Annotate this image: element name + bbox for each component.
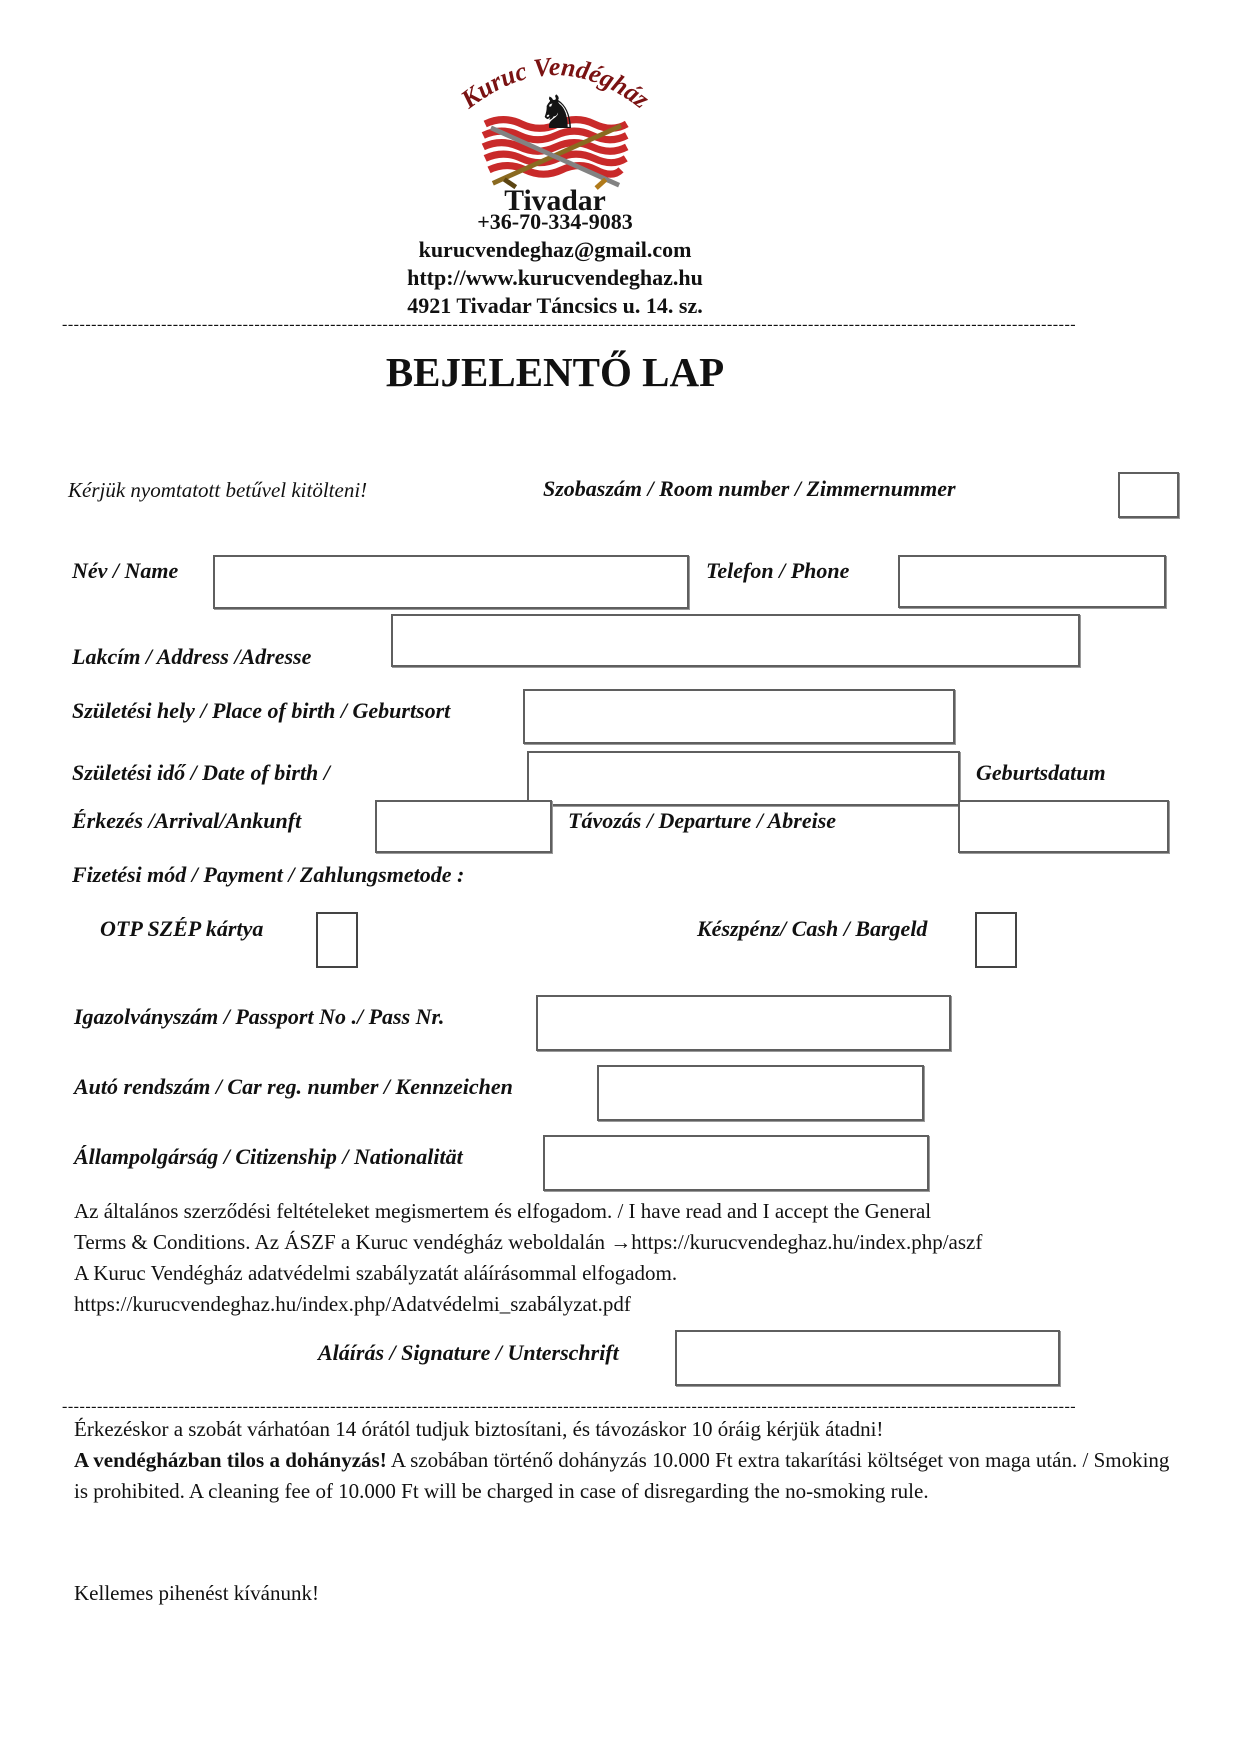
- logo-horse-icon: ♞: [537, 86, 579, 138]
- contact-block: [62, 208, 1048, 320]
- fill-instruction-note: Kérjük nyomtatott betűvel kitölteni!: [68, 478, 368, 502]
- departure-label: Távozás / Departure / Abreise: [568, 808, 837, 833]
- phone-label: Telefon / Phone: [706, 558, 850, 583]
- birthplace-input[interactable]: [523, 689, 955, 744]
- smoking-note-rest: A szobában történő dohányzás 10.000 Ft extra takarítási költséget von maga után. / Smoking is prohibited. A cleaning fee of 10.000 Ft will be charged in case of disregarding the no-smoking rule.: [74, 1448, 1170, 1503]
- otp-szep-card-checkbox[interactable]: [316, 912, 358, 968]
- checkin-note: Érkezéskor a szobát várhatóan 14 órától tudjuk biztosítani, és távozáskor 10 óráig kérjük átadni!: [74, 1417, 884, 1441]
- car-reg-input[interactable]: [597, 1065, 924, 1121]
- departure-input[interactable]: [958, 800, 1169, 853]
- terms-line: A Kuruc Vendégház adatvédelmi szabályzatát aláírásommal elfogadom.: [74, 1261, 678, 1285]
- terms-line: Terms & Conditions. Az ÁSZF a Kuruc vendégház weboldalán →https://kurucvendeghaz.hu/index.php/aszf: [74, 1230, 983, 1254]
- terms-paragraph: [74, 1196, 1184, 1320]
- passport-number-label: Igazolványszám / Passport No ./ Pass Nr.: [74, 1004, 445, 1029]
- phone-input[interactable]: [898, 555, 1166, 608]
- room-number-label: Szobaszám / Room number / Zimmernummer: [543, 476, 956, 501]
- cash-checkbox[interactable]: [975, 912, 1017, 968]
- car-reg-label: Autó rendszám / Car reg. number / Kennzeichen: [74, 1074, 513, 1099]
- citizenship-input[interactable]: [543, 1135, 929, 1191]
- page-title: BEJELENTŐ LAP: [385, 349, 725, 395]
- closing-note: Kellemes pihenést kívánunk!: [74, 1581, 319, 1605]
- passport-number-input[interactable]: [536, 995, 951, 1051]
- otp-szep-card-label: OTP SZÉP kártya: [100, 916, 264, 941]
- room-number-input[interactable]: [1118, 472, 1179, 518]
- contact-phone: +36-70-334-9083: [477, 209, 633, 234]
- arrival-label: Érkezés /Arrival/Ankunft: [72, 808, 302, 833]
- cash-label: Készpénz/ Cash / Bargeld: [697, 916, 928, 941]
- contact-address: 4921 Tivadar Táncsics u. 14. sz.: [407, 293, 703, 318]
- birthdate-input[interactable]: [527, 751, 960, 806]
- terms-line: Az általános szerződési feltételeket megismertem és elfogadom. / I have read and I accept the General: [74, 1199, 932, 1223]
- logo-subtitle: Tivadar: [504, 185, 606, 218]
- address-label: Lakcím / Address /Adresse: [72, 644, 312, 669]
- birthplace-label: Születési hely / Place of birth / Geburtsort: [72, 698, 451, 723]
- footer-notes: [74, 1414, 1170, 1507]
- contact-email: kurucvendeghaz@gmail.com: [418, 237, 692, 262]
- signature-input[interactable]: [675, 1330, 1060, 1386]
- name-label: Név / Name: [72, 558, 179, 583]
- dashed-separator-top: ------------------------------------------------------------------------------------------------------------------------------------------------------------------------------: [62, 316, 1077, 333]
- payment-method-label: Fizetési mód / Payment / Zahlungsmetode :: [72, 862, 465, 887]
- smoking-note: [74, 1445, 1170, 1507]
- logo-graphic: [445, 28, 665, 218]
- arrival-input[interactable]: [375, 800, 552, 853]
- dashed-separator-bottom: ------------------------------------------------------------------------------------------------------------------------------------------------------------------------------: [62, 1398, 1077, 1415]
- guesthouse-logo: [445, 28, 665, 218]
- logo-arc-text: Kuruc Vendégház: [455, 52, 655, 115]
- address-input[interactable]: [391, 614, 1080, 667]
- terms-line: https://kurucvendeghaz.hu/index.php/Adatvédelmi_szabályzat.pdf: [74, 1292, 631, 1316]
- contact-website: http://www.kurucvendeghaz.hu: [407, 265, 703, 290]
- signature-label: Aláírás / Signature / Unterschrift: [318, 1340, 619, 1365]
- name-input[interactable]: [213, 555, 689, 609]
- geburtsdatum-label: Geburtsdatum: [976, 760, 1106, 785]
- smoking-note-bold: A vendégházban tilos a dohányzás!: [74, 1448, 387, 1472]
- birthdate-label: Születési idő / Date of birth /: [72, 760, 330, 785]
- citizenship-label: Állampolgárság / Citizenship / Nationalität: [74, 1144, 463, 1169]
